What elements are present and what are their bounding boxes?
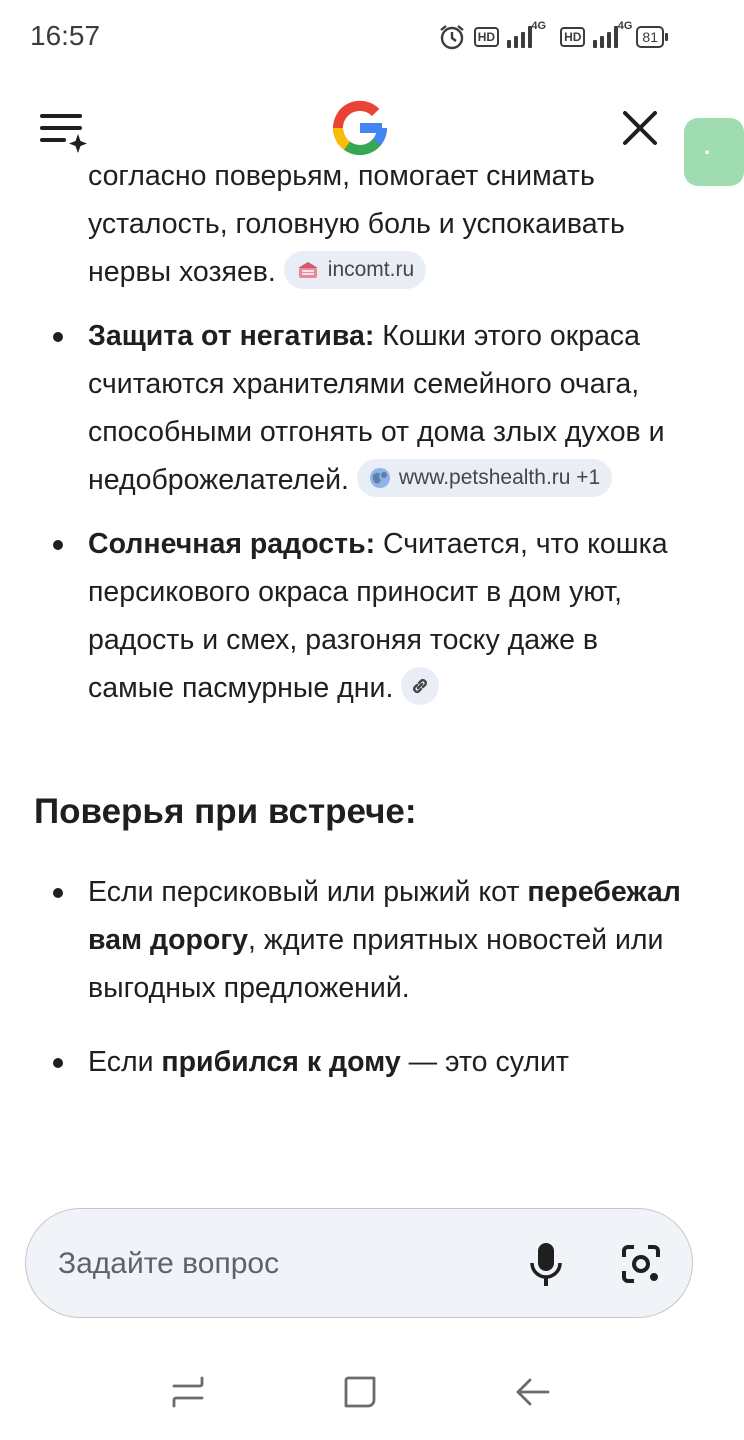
hd-icon: HD <box>560 27 585 47</box>
google-logo <box>330 98 390 158</box>
menu-sparkle-icon[interactable] <box>40 110 90 154</box>
list-item-emphasis: перебежал вам дорогу <box>88 876 681 956</box>
hd-icon: HD <box>474 27 499 47</box>
recents-icon[interactable] <box>168 1372 208 1412</box>
network-type-label: 4G <box>617 20 633 32</box>
more-dots-icon: · <box>704 140 712 165</box>
status-icons <box>438 20 664 54</box>
list-item-text: Считается, что кошка персикового окраса приносит в дом уют, радость и смех, разгоняя тоску даже в самые пасмурные дни. <box>88 528 668 704</box>
signal-icon <box>507 20 547 48</box>
status-bar <box>0 0 720 72</box>
signal-icon <box>593 20 633 48</box>
ask-input-bar[interactable] <box>25 1208 693 1318</box>
globe-icon <box>369 467 391 489</box>
list-item <box>0 152 720 296</box>
status-time: 16:57 <box>30 20 101 51</box>
ask-input-placeholder[interactable]: Задайте вопрос <box>58 1247 280 1280</box>
list-item <box>0 520 720 712</box>
answer-content[interactable] <box>0 160 720 1182</box>
list-item <box>0 868 720 1012</box>
list-item <box>0 1038 720 1086</box>
list-item-emphasis: прибился к дому <box>161 1046 401 1078</box>
list-item-heading: Защита от негатива: <box>88 320 375 352</box>
list-item-text: Если <box>88 1046 162 1078</box>
source-chip[interactable] <box>284 251 426 289</box>
list-item <box>0 312 720 504</box>
list-item-text: Если персиковый или рыжий кот <box>88 876 528 908</box>
list-item-text: Кошки этого окраса считаются хранителями семейного очага, способными отгонять от дома злых духов и недоброжелателей. <box>88 320 665 496</box>
answer-list-bottom <box>0 868 720 1086</box>
answer-list-top <box>0 152 720 712</box>
network-type-label: 4G <box>531 20 547 32</box>
system-nav-bar <box>0 1350 720 1440</box>
list-item-text: — это сулит <box>400 1046 569 1078</box>
source-chip-label: www.petshealth.ru +1 <box>398 466 601 490</box>
list-item-heading: Солнечная радость: <box>88 528 376 560</box>
close-icon[interactable] <box>620 108 660 148</box>
alarm-icon <box>438 23 466 51</box>
site-favicon-icon <box>296 260 320 280</box>
source-chip[interactable] <box>357 459 612 497</box>
microphone-icon[interactable] <box>526 1241 566 1287</box>
source-link-chip[interactable] <box>401 667 439 705</box>
list-item-text: согласно поверьям, помогает снимать усталость, головную боль и успокаивать нервы хозяев. <box>88 160 625 288</box>
lens-icon[interactable] <box>620 1243 662 1285</box>
section-title: Поверья при встрече: <box>34 792 417 831</box>
source-chip-label: incomt.ru <box>327 258 415 282</box>
back-icon[interactable] <box>512 1372 552 1412</box>
list-item-text: , ждите приятных новостей или выгодных предложений. <box>88 924 664 1004</box>
link-icon <box>409 675 431 697</box>
battery-icon: 81 <box>636 26 664 48</box>
home-icon[interactable] <box>340 1372 380 1412</box>
